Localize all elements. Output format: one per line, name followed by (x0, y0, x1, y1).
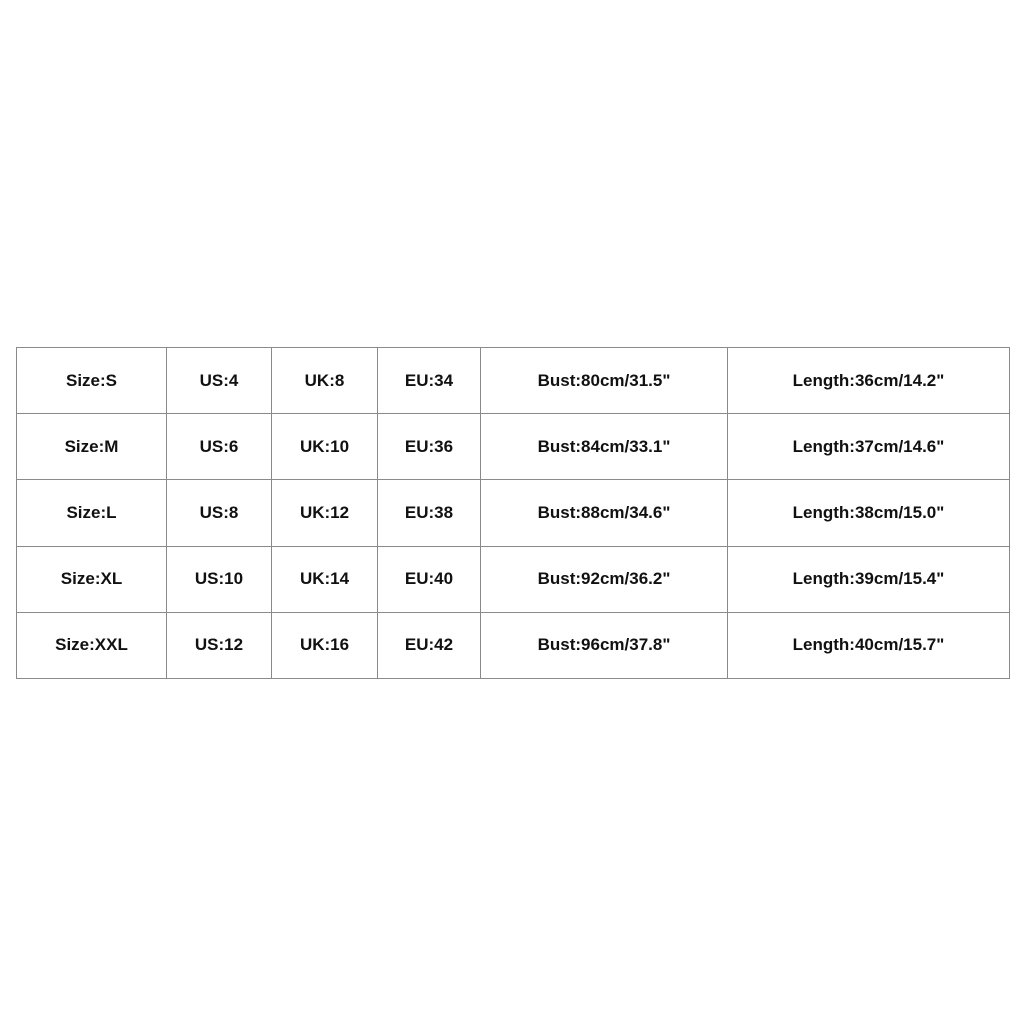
bust-cell: Bust:84cm/33.1" (481, 414, 728, 480)
uk-size-cell: UK:10 (272, 414, 378, 480)
eu-size-cell: EU:36 (378, 414, 481, 480)
eu-size-cell: EU:38 (378, 480, 481, 546)
size-cell: Size:M (17, 414, 167, 480)
us-size-cell: US:10 (167, 546, 272, 612)
table-row (17, 480, 1010, 546)
us-size-cell: US:12 (167, 612, 272, 678)
size-chart-table (16, 347, 1010, 679)
size-cell: Size:XXL (17, 612, 167, 678)
eu-size-cell: EU:42 (378, 612, 481, 678)
bust-cell: Bust:92cm/36.2" (481, 546, 728, 612)
uk-size-cell: UK:16 (272, 612, 378, 678)
length-cell: Length:38cm/15.0" (728, 480, 1010, 546)
us-size-cell: US:6 (167, 414, 272, 480)
length-cell: Length:36cm/14.2" (728, 348, 1010, 414)
length-cell: Length:40cm/15.7" (728, 612, 1010, 678)
us-size-cell: US:8 (167, 480, 272, 546)
uk-size-cell: UK:14 (272, 546, 378, 612)
bust-cell: Bust:96cm/37.8" (481, 612, 728, 678)
bust-cell: Bust:80cm/31.5" (481, 348, 728, 414)
size-cell: Size:S (17, 348, 167, 414)
eu-size-cell: EU:40 (378, 546, 481, 612)
bust-cell: Bust:88cm/34.6" (481, 480, 728, 546)
table-row (17, 414, 1010, 480)
size-cell: Size:XL (17, 546, 167, 612)
table-row (17, 546, 1010, 612)
length-cell: Length:39cm/15.4" (728, 546, 1010, 612)
eu-size-cell: EU:34 (378, 348, 481, 414)
length-cell: Length:37cm/14.6" (728, 414, 1010, 480)
uk-size-cell: UK:8 (272, 348, 378, 414)
uk-size-cell: UK:12 (272, 480, 378, 546)
size-cell: Size:L (17, 480, 167, 546)
us-size-cell: US:4 (167, 348, 272, 414)
table-row (17, 612, 1010, 678)
table-row (17, 348, 1010, 414)
